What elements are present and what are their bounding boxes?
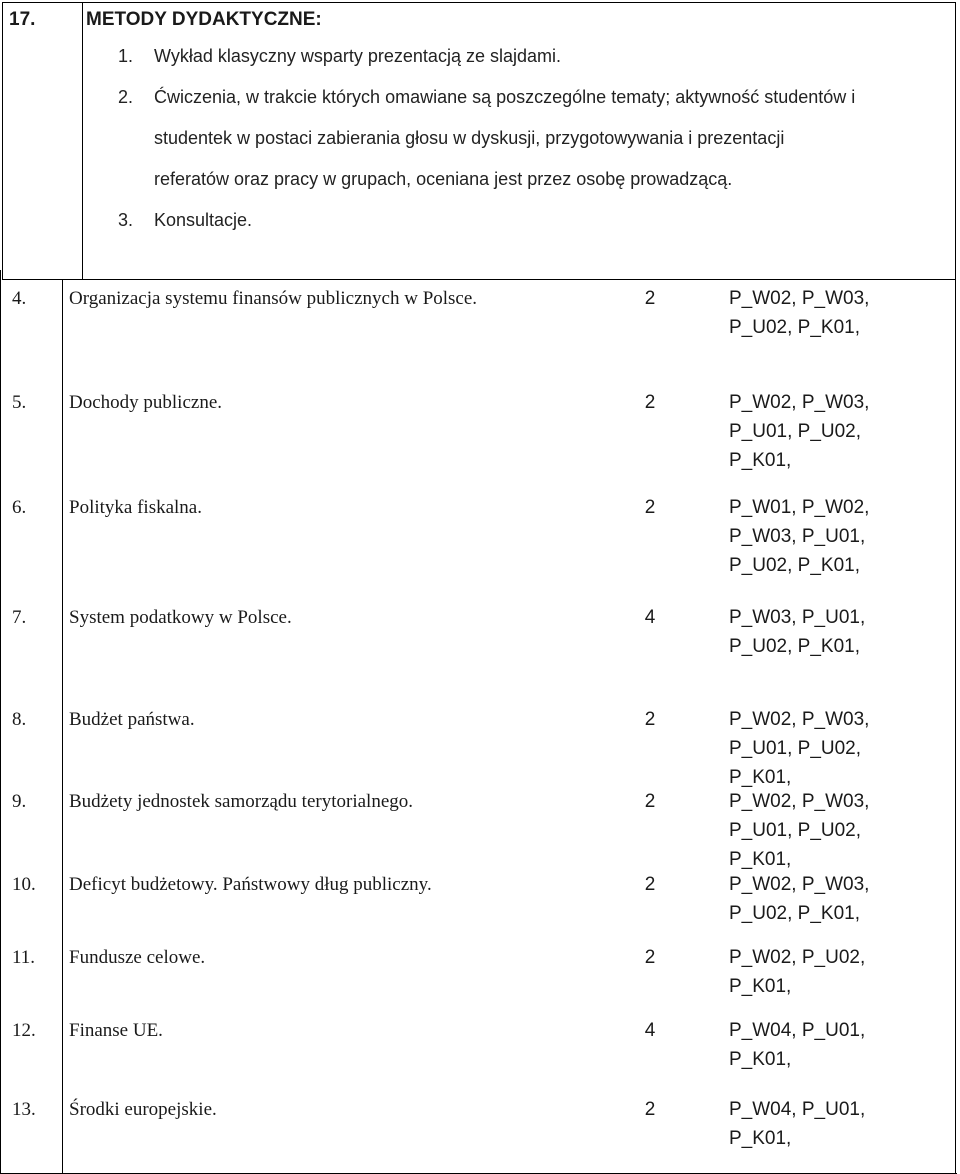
- code-line: P_U02, P_K01,: [729, 555, 860, 576]
- row-number: 5.: [12, 392, 27, 413]
- code-line: P_K01,: [729, 1128, 792, 1149]
- code-line: P_W04, P_U01,: [729, 1099, 866, 1120]
- table-border-left: [0, 270, 1, 1174]
- method-item: [118, 46, 561, 67]
- code-line: P_W02, P_W03,: [729, 709, 870, 730]
- code-line: P_K01,: [729, 976, 792, 997]
- method-text: studentek w postaci zabierania głosu w dyskusji, przygotowywania i prezentacji: [154, 128, 785, 148]
- code-line: P_W03, P_U01,: [729, 607, 866, 628]
- code-line: P_U01, P_U02,: [729, 820, 862, 841]
- method-text: referatów oraz pracy w grupach, oceniana jest przez osobę prowadzącą.: [154, 169, 733, 189]
- section-title: METODY DYDAKTYCZNE:: [86, 9, 322, 30]
- row-codes: [729, 1016, 949, 1074]
- method-number: 2.: [118, 87, 134, 107]
- row-codes: [729, 870, 949, 928]
- row-number: 12.: [12, 1020, 36, 1041]
- row-topic: Fundusze celowe.: [69, 947, 206, 968]
- table-border-right: [955, 270, 956, 1174]
- method-text: Konsultacje.: [154, 210, 253, 230]
- row-topic: System podatkowy w Polsce.: [69, 607, 292, 628]
- row-number: 11.: [12, 947, 36, 968]
- code-line: P_U01, P_U02,: [729, 421, 862, 442]
- row-codes: [729, 603, 949, 661]
- row-hours: 2: [644, 791, 656, 812]
- code-line: P_U02, P_K01,: [729, 636, 860, 657]
- code-line: P_U02, P_K01,: [729, 317, 860, 338]
- code-line: P_W02, P_W03,: [729, 874, 870, 895]
- row-number: 13.: [12, 1099, 36, 1120]
- code-line: P_K01,: [729, 450, 792, 471]
- code-line: P_W02, P_W03,: [729, 288, 870, 309]
- row-hours: 2: [644, 947, 656, 968]
- row-number: 9.: [12, 791, 27, 812]
- method-text: Ćwiczenia, w trakcie których omawiane są poszczególne tematy; aktywność studentów i: [154, 87, 856, 107]
- row-number: 10.: [12, 874, 36, 895]
- section-number: 17.: [9, 9, 36, 30]
- code-line: P_W02, P_W03,: [729, 791, 870, 812]
- table-column-divider: [62, 270, 63, 1174]
- row-codes: [729, 493, 949, 580]
- method-item: [118, 210, 253, 231]
- row-codes: [729, 705, 949, 792]
- row-topic: Finanse UE.: [69, 1020, 163, 1041]
- row-number: 8.: [12, 709, 27, 730]
- row-number: 4.: [12, 288, 27, 309]
- row-topic: Deficyt budżetowy. Państwowy dług publiczny.: [69, 874, 432, 895]
- method-number: 3.: [118, 210, 134, 230]
- code-line: P_U01, P_U02,: [729, 738, 862, 759]
- method-item-continued: [118, 169, 733, 190]
- row-topic: Środki europejskie.: [69, 1099, 217, 1120]
- row-codes: [729, 1095, 949, 1153]
- code-line: P_W02, P_W03,: [729, 392, 870, 413]
- row-topic: Dochody publiczne.: [69, 392, 223, 413]
- row-hours: 4: [644, 1020, 656, 1041]
- method-item: [118, 87, 856, 108]
- row-codes: [729, 284, 949, 342]
- code-line: P_U02, P_K01,: [729, 903, 860, 924]
- method-number: 1.: [118, 46, 134, 66]
- code-line: P_K01,: [729, 767, 792, 788]
- row-hours: 2: [644, 709, 656, 730]
- row-number: 7.: [12, 607, 27, 628]
- row-hours: 2: [644, 1099, 656, 1120]
- row-codes: [729, 943, 949, 1001]
- row-codes: [729, 388, 949, 475]
- row-topic: Budżet państwa.: [69, 709, 195, 730]
- row-hours: 2: [644, 874, 656, 895]
- row-topic: Budżety jednostek samorządu terytorialnego.: [69, 791, 414, 812]
- code-line: P_W02, P_U02,: [729, 947, 866, 968]
- code-line: P_W01, P_W02,: [729, 497, 870, 518]
- row-hours: 4: [644, 607, 656, 628]
- teaching-methods-box: [2, 2, 956, 280]
- row-number: 6.: [12, 497, 27, 518]
- method-text: Wykład klasyczny wsparty prezentacją ze slajdami.: [154, 46, 561, 66]
- code-line: P_K01,: [729, 1049, 792, 1070]
- row-codes: [729, 787, 949, 874]
- box-column-divider: [82, 3, 83, 279]
- row-hours: 2: [644, 392, 656, 413]
- code-line: P_K01,: [729, 849, 792, 870]
- row-hours: 2: [644, 497, 656, 518]
- code-line: P_W04, P_U01,: [729, 1020, 866, 1041]
- row-topic: Polityka fiskalna.: [69, 497, 202, 518]
- row-hours: 2: [644, 288, 656, 309]
- method-item-continued: [118, 128, 785, 149]
- row-topic: Organizacja systemu finansów publicznych w Polsce.: [69, 288, 478, 309]
- code-line: P_W03, P_U01,: [729, 526, 866, 547]
